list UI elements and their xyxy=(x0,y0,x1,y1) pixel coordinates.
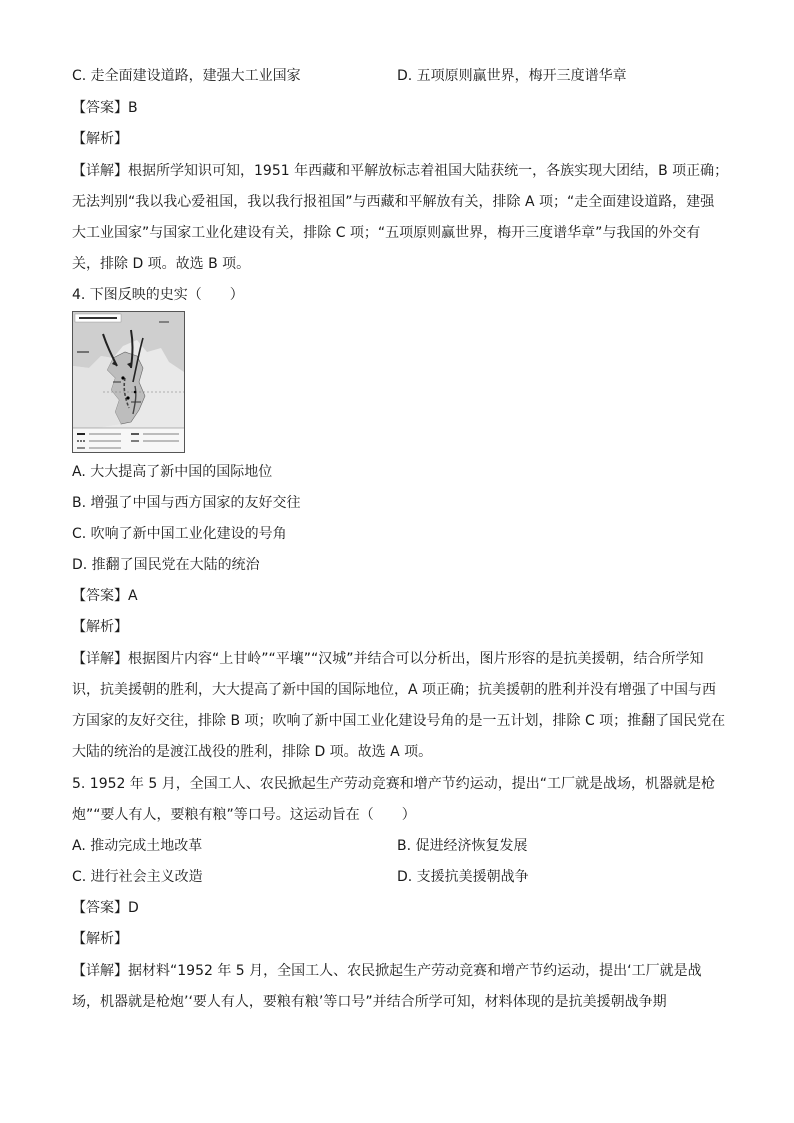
q4-option-a: A. 大大提高了新中国的国际地位 xyxy=(72,464,273,480)
q5-stem-line: 5. 1952 年 5 月，全国工人、农民掀起生产劳动竞赛和增产节约运动，提出“工厂就是战场，机器就是枪 xyxy=(72,776,715,792)
q5-option-b: B. 促进经济恢复发展 xyxy=(397,838,528,854)
q4-answer: 【答案】A xyxy=(72,588,138,604)
q3-detail-line: 关，排除 D 项。故选 B 项。 xyxy=(72,256,251,272)
q3-analysis-heading: 【解析】 xyxy=(72,131,128,147)
q4-detail xyxy=(72,644,724,768)
q3-detail-line: 无法判别“我以我心爱祖国，我以我行报祖国”与西藏和平解放有关，排除 A 项；“走全面建设道路，建强 xyxy=(72,194,715,210)
q5-option-d: D. 支援抗美援朝战争 xyxy=(397,869,529,885)
q5-option-c: C. 进行社会主义改造 xyxy=(72,869,203,885)
q4-detail-line: 识，抗美援朝的胜利，大大提高了新中国的国际地位，A 项正确；抗美援朝的胜利并没有增强了中国与西 xyxy=(72,682,717,698)
korean-war-map-icon xyxy=(72,311,185,453)
q5-stem-line: 炮”“要人有人，要粮有粮”等口号。这运动旨在（ ） xyxy=(72,807,416,823)
q3-detail xyxy=(72,156,729,280)
q5-analysis-heading: 【解析】 xyxy=(72,931,128,947)
q3-option-d: D. 五项原则赢世界，梅开三度谱华章 xyxy=(397,68,627,84)
q5-detail-line: 场，机器就是枪炮’‘要人有人，要粮有粮’等口号”并结合所学可知，材料体现的是抗美援朝战争期 xyxy=(72,994,667,1010)
q5-detail xyxy=(72,956,724,1018)
q3-detail-line: 【详解】根据所学知识可知，1951 年西藏和平解放标志着祖国大陆获统一，各族实现大团结，B 项正确； xyxy=(72,163,729,179)
q5-answer: 【答案】D xyxy=(72,900,139,916)
q5-detail-line: 【详解】据材料“1952 年 5 月，全国工人、农民掀起生产劳动竞赛和增产节约运动，提出‘工厂就是战 xyxy=(72,963,702,979)
q5-option-a: A. 推动完成土地改革 xyxy=(72,838,203,854)
q3-option-c: C. 走全面建设道路，建强大工业国家 xyxy=(72,68,301,84)
q4-detail-line: 【详解】根据图片内容“上甘岭”“平壤”“汉城”并结合可以分析出，图片形容的是抗美援朝，结合所学知 xyxy=(72,651,704,667)
q4-detail-line: 大陆的统治的是渡江战役的胜利，排除 D 项。故选 A 项。 xyxy=(72,744,433,760)
q4-option-d: D. 推翻了国民党在大陆的统治 xyxy=(72,557,260,573)
q4-detail-line: 方国家的友好交往，排除 B 项；吹响了新中国工业化建设号角的是一五计划，排除 C 项；推翻了国民党在 xyxy=(72,713,726,729)
q5-stem xyxy=(72,769,724,831)
q4-option-b: B. 增强了中国与西方国家的友好交往 xyxy=(72,495,301,511)
q4-stem: 4. 下图反映的史实（ ） xyxy=(72,287,244,303)
q4-analysis-heading: 【解析】 xyxy=(72,619,128,635)
q4-option-c: C. 吹响了新中国工业化建设的号角 xyxy=(72,526,287,542)
q3-answer: 【答案】B xyxy=(72,100,138,116)
q3-detail-line: 大工业国家”与国家工业化建设有关，排除 C 项；“五项原则赢世界，梅开三度谱华章”与我国的外交有 xyxy=(72,225,701,241)
